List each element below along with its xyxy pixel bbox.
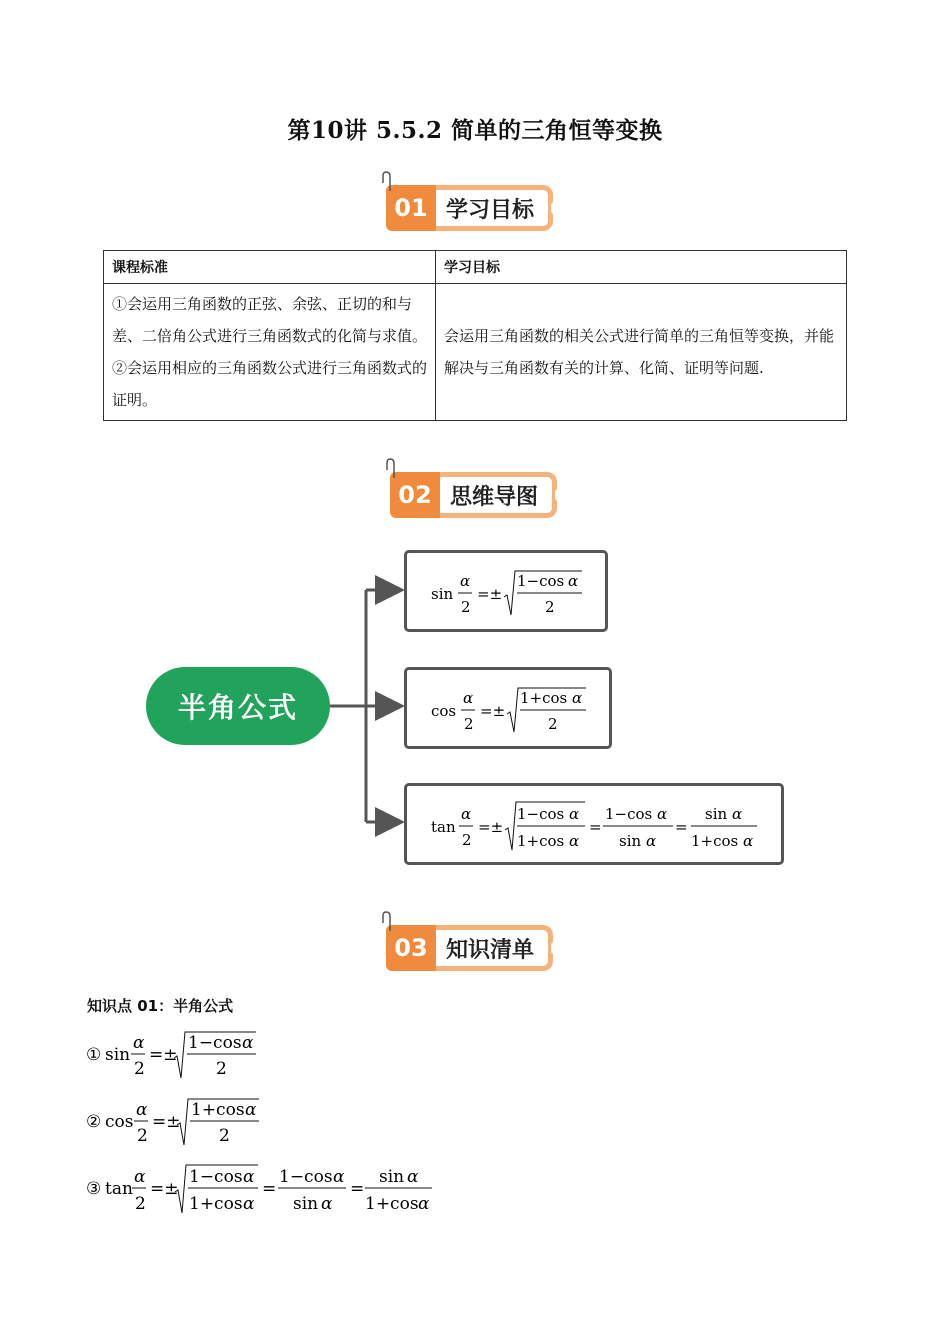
svg-text:1−cos: 1−cos (517, 572, 565, 590)
svg-text:α: α (646, 832, 657, 850)
formula-sin-half (86, 1028, 286, 1086)
svg-text:1+cos: 1+cos (520, 689, 568, 707)
svg-text:2: 2 (137, 1126, 148, 1146)
svg-text:sin: sin (619, 832, 642, 850)
svg-text:tan: tan (105, 1179, 133, 1199)
svg-text:=±: =± (480, 702, 506, 720)
svg-text:α: α (568, 572, 579, 590)
svg-text:α: α (569, 832, 580, 850)
page-title: 第10讲 5.5.2 简单的三角恒等变换 (287, 117, 663, 144)
svg-text:α: α (657, 805, 668, 823)
svg-text:cos: cos (431, 702, 457, 720)
svg-text:1+cos: 1+cos (365, 1194, 419, 1214)
mindmap-root-node: 半角公式 (146, 667, 330, 745)
svg-text:α: α (333, 1167, 345, 1187)
svg-text:1−cos: 1−cos (189, 1167, 243, 1187)
section-badge-03 (386, 925, 553, 971)
svg-text:=±: =± (478, 818, 504, 836)
svg-text:2: 2 (462, 831, 472, 849)
table-header-goal: 学习目标 (436, 251, 847, 284)
formula-tan-half (86, 1161, 446, 1223)
marker: ③ (86, 1179, 102, 1199)
svg-text:α: α (418, 1194, 430, 1214)
svg-text:α: α (243, 1194, 255, 1214)
svg-text:α: α (460, 572, 471, 590)
svg-text:2: 2 (135, 1194, 146, 1214)
svg-text:tan: tan (431, 818, 456, 836)
svg-text:2: 2 (134, 1059, 145, 1079)
svg-text:α: α (463, 689, 474, 707)
svg-text:2: 2 (545, 598, 555, 616)
marker: ① (86, 1045, 102, 1065)
svg-text:1+cos: 1+cos (691, 832, 739, 850)
svg-text:α: α (743, 832, 754, 850)
svg-text:sin: sin (379, 1167, 405, 1187)
standard-item-1: ①会运用三角函数的正弦、余弦、正切的和与差、二倍角公式进行三角函数式的化简与求值。 (112, 295, 428, 345)
svg-text:α: α (133, 1033, 145, 1053)
svg-text:2: 2 (464, 715, 474, 733)
svg-text:1+cos: 1+cos (189, 1194, 243, 1214)
formula-cos-half (86, 1095, 286, 1153)
section-number: 03 (386, 925, 436, 971)
section-number: 01 (386, 185, 436, 231)
svg-text:2: 2 (216, 1059, 227, 1079)
svg-text:cos: cos (105, 1112, 134, 1132)
svg-text:sin: sin (105, 1045, 131, 1065)
paperclip-icon (382, 911, 398, 933)
goal-cell: 会运用三角函数的相关公式进行简单的三角恒等变换，并能解决与三角函数有关的计算、化简、证明等问题. (436, 284, 847, 421)
svg-text:1+cos: 1+cos (191, 1100, 245, 1120)
svg-text:=±: =± (150, 1179, 179, 1199)
marker: ② (86, 1112, 102, 1132)
svg-text:α: α (134, 1167, 146, 1187)
svg-text:sin: sin (705, 805, 728, 823)
svg-text:1−cos: 1−cos (605, 805, 653, 823)
svg-text:α: α (321, 1194, 333, 1214)
svg-text:α: α (243, 1167, 255, 1187)
svg-text:=: = (589, 818, 602, 836)
svg-text:α: α (245, 1100, 257, 1120)
svg-text:=±: =± (477, 585, 503, 603)
svg-text:α: α (732, 805, 743, 823)
svg-text:2: 2 (461, 598, 471, 616)
svg-text:1−cos: 1−cos (279, 1167, 333, 1187)
svg-text:α: α (242, 1033, 254, 1053)
section-label: 学习目标 (436, 185, 553, 231)
section-label: 知识清单 (436, 925, 553, 971)
mindmap-formula-cos (404, 667, 612, 749)
svg-text:α: α (461, 805, 472, 823)
section-label: 思维导图 (440, 472, 557, 518)
svg-text:sin: sin (431, 585, 454, 603)
svg-text:1+cos: 1+cos (517, 832, 565, 850)
mindmap-formula-tan (404, 783, 784, 865)
svg-text:α: α (569, 805, 580, 823)
table-header-standard: 课程标准 (104, 251, 436, 284)
svg-text:1−cos: 1−cos (188, 1033, 242, 1053)
svg-text:=: = (262, 1179, 277, 1199)
svg-text:=: = (350, 1179, 365, 1199)
standard-item-2: ②会运用相应的三角函数公式进行三角函数式的证明。 (112, 359, 428, 409)
svg-text:2: 2 (548, 715, 558, 733)
svg-text:α: α (407, 1167, 419, 1187)
svg-text:2: 2 (219, 1126, 230, 1146)
knowledge-point-title: 知识点 01：半角公式 (87, 997, 234, 1015)
svg-text:=: = (675, 818, 688, 836)
section-number: 02 (390, 472, 440, 518)
mindmap-formula-sin (404, 550, 608, 632)
svg-text:=±: =± (152, 1112, 181, 1132)
svg-text:α: α (136, 1100, 148, 1120)
svg-text:α: α (572, 689, 583, 707)
svg-text:=±: =± (149, 1045, 178, 1065)
svg-text:1−cos: 1−cos (517, 805, 565, 823)
svg-text:sin: sin (293, 1194, 319, 1214)
